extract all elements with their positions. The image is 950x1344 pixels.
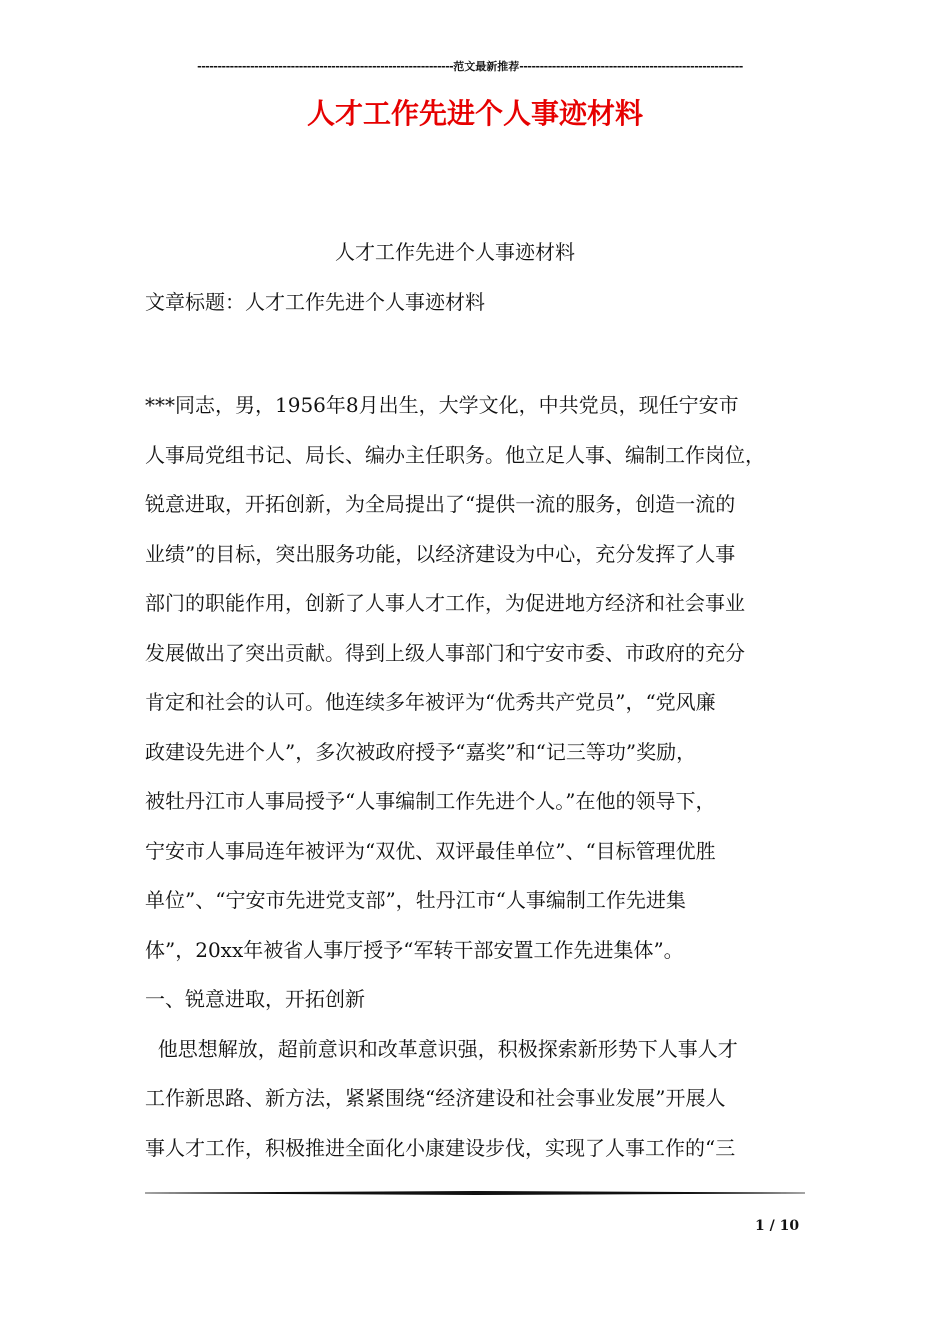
document-body (145, 228, 815, 1173)
body-line: 发展做出了突出贡献。得到上级人事部门和宁安市委、市政府的充分 (145, 640, 745, 665)
body-line: ***同志，男，1956年8月出生，大学文化，中共党员，现任宁安市 (145, 393, 739, 417)
header-label: 范文最新推荐 (453, 60, 520, 73)
body-line: 肯定和社会的认可。他连续多年被评为“优秀共产党员”，“党风廉 (145, 690, 716, 714)
body-line: 工作新思路、新方法，紧紧围绕“经济建设和社会事业发展”开展人 (145, 1086, 726, 1110)
document-title: 人才工作先进个人事迹材料 (306, 97, 643, 130)
body-line: 锐意进取，开拓创新，为全局提出了“提供一流的服务，创造一流的 (145, 492, 736, 516)
body-line: 单位”、“宁安市先进党支部”，牡丹江市“人事编制工作先进集 (145, 888, 686, 912)
document-subtitle: 人才工作先进个人事迹材料 (335, 240, 575, 264)
footer-divider (145, 1191, 805, 1195)
body-line: 体”，20xx年被省人事厅授予“军转干部安置工作先进集体”。 (145, 937, 684, 962)
body-line: 业绩”的目标，突出服务功能，以经济建设为中心，充分发挥了人事 (145, 541, 736, 566)
header-right-dashes: ------------------------------------------------------- (519, 60, 743, 73)
article-title-line: 文章标题：人才工作先进个人事迹材料 (145, 289, 485, 314)
blank-spacer (145, 327, 815, 381)
body-line: 他思想解放，超前意识和改革意识强，积极探索新形势下人事人才 (145, 1036, 738, 1061)
body-line: 部门的职能作用，创新了人事人才工作，为促进地方经济和社会事业 (145, 591, 745, 615)
page-indicator: 1 / 10 (755, 1218, 800, 1234)
body-line: 被牡丹江市人事局授予“人事编制工作先进个人。”在他的领导下， (145, 789, 716, 813)
section-heading: 一、锐意进取，开拓创新 (145, 987, 365, 1011)
header-recommendation-bar (145, 58, 795, 76)
body-line: 宁安市人事局连年被评为“双优、双评最佳单位”、“目标管理优胜 (145, 838, 716, 863)
header-left-dashes: --------------------------------------------------------------- (197, 60, 454, 73)
body-line: 政建设先进个人”，多次被政府授予“嘉奖”和“记三等功”奖励， (145, 739, 697, 764)
body-line: 人事局党组书记、局长、编办主任职务。他立足人事、编制工作岗位， (145, 442, 765, 467)
body-line: 事人才工作，积极推进全面化小康建设步伐，实现了人事工作的“三 (145, 1135, 736, 1160)
